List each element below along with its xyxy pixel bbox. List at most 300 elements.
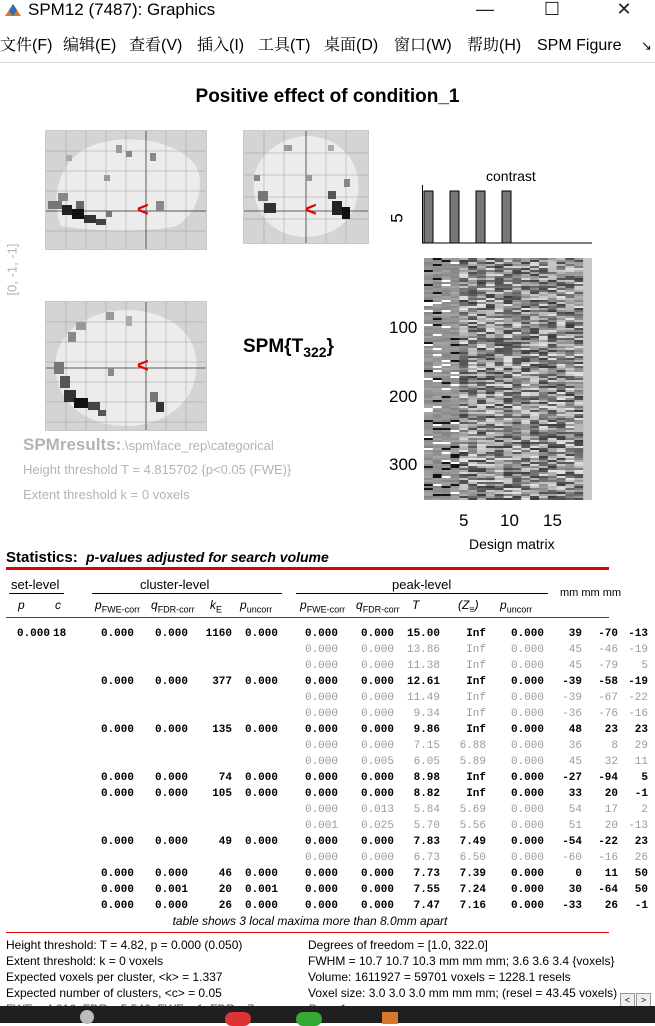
cluster-level-rule [92,593,282,594]
col-peak-z-main: (Z [458,598,470,612]
menu-file[interactable]: 文件(F) [0,37,53,54]
table-cell-x: -54 [562,836,582,848]
table-cell-pk-qfdr: 0.000 [360,676,394,688]
stats-title-label: Statistics: [6,549,78,566]
table-cell-k: 49 [218,836,232,848]
table-cell-pk-pfwe: 0.000 [304,676,338,688]
table-cell-pk-punc: 0.000 [510,676,544,688]
table-cell-z: Inf [466,644,486,656]
table-cell-cl-punc: 0.000 [244,836,278,848]
table-row[interactable] [0,722,655,738]
table-header-rule [6,617,609,618]
col-cluster-qfdr-sub: FDR-corr [157,604,195,615]
table-row[interactable] [0,754,655,770]
table-cell-zc: 50 [634,884,648,896]
table-cell-pk-punc: 0.000 [510,772,544,784]
table-cell-zc: -1 [634,900,648,912]
table-cell-pk-punc: 0.000 [510,884,544,896]
col-peak-z-sub: ≡ [469,604,475,615]
table-cell-z: Inf [466,676,486,688]
table-cell-cl-punc: 0.000 [244,772,278,784]
spm-results-line [23,435,274,455]
table-cell-cl-pfwe: 0.000 [100,724,134,736]
table-cell-pk-pfwe: 0.000 [304,740,338,752]
col-peak-qfdr-main: q [356,598,363,612]
table-row[interactable] [0,818,655,834]
table-cell-x: 36 [568,740,582,752]
table-cell-pk-punc: 0.000 [510,708,544,720]
header-peak-level: peak-level [392,577,452,592]
table-cell-pk-pfwe: 0.000 [304,868,338,880]
prev-page-button[interactable]: < [620,993,635,1007]
footer-height-threshold: Height threshold: T = 4.82, p = 0.000 (0.050) [6,938,243,952]
glass-brain-coronal-image [244,131,368,243]
header-mm: mm mm mm [560,587,622,599]
table-cell-y: 32 [604,756,618,768]
height-threshold-info: Height threshold T = 4.815702 {p<0.05 (FWE)} [23,462,292,477]
table-cell-x: 54 [568,804,582,816]
col-cluster-pfwe-main: p [95,598,102,612]
table-cell-pk-punc: 0.000 [510,740,544,752]
table-cell-cl-punc: 0.000 [244,788,278,800]
menu-insert[interactable]: 插入(I) [197,37,245,54]
menu-desktop[interactable]: 桌面(D) [324,37,379,54]
table-cell-y: -79 [598,660,618,672]
table-cell-pk-pfwe: 0.000 [304,628,338,640]
contrast-bar [502,191,511,243]
table-cell-z: 5.69 [459,804,486,816]
col-cluster-k [210,598,222,614]
table-row[interactable] [0,706,655,722]
table-cell-k: 26 [218,900,232,912]
table-cell-x: 0 [575,868,582,880]
table-cell-z: Inf [466,772,486,784]
footer-volume: Volume: 1611927 = 59701 voxels = 1228.1 resels [308,970,571,984]
table-footnote: table shows 3 local maxima more than 8.0mm apart [172,914,448,928]
table-cell-pk-pfwe: 0.000 [304,724,338,736]
glass-brain-axial[interactable] [45,301,207,431]
spm-stat-close: } [326,336,334,357]
table-cell-cl-punc: 0.000 [244,868,278,880]
table-cell-z: 5.56 [459,820,486,832]
taskbar [0,1006,655,1023]
table-cell-x: -33 [562,900,582,912]
table-cell-pk-pfwe: 0.000 [304,804,338,816]
table-cell-z: Inf [466,660,486,672]
table-cell-x: -36 [562,708,582,720]
results-table-body [0,626,655,916]
table-cell-x: -39 [562,676,582,688]
table-cell-pk-punc: 0.000 [510,756,544,768]
table-cell-x: 48 [568,724,582,736]
footer-voxel-size: Voxel size: 3.0 3.0 3.0 mm mm mm; (resel = 43.45 voxels) [308,986,618,1000]
design-matrix-svg [424,258,592,500]
table-cell-pk-pfwe: 0.000 [304,852,338,864]
footer-expected-voxels: Expected voxels per cluster, <k> = 1.337 [6,970,223,984]
table-cell-pk-pfwe: 0.000 [304,884,338,896]
table-cell-cl-qfdr: 0.000 [154,724,188,736]
table-cell-cl-qfdr: 0.000 [154,868,188,880]
table-cell-pk-qfdr: 0.000 [360,852,394,864]
menu-window[interactable]: 窗口(W) [394,37,452,54]
table-cell-pk-punc: 0.000 [510,628,544,640]
table-cell-pk-punc: 0.000 [510,852,544,864]
table-cell-pk-qfdr: 0.000 [360,868,394,880]
table-row[interactable] [0,626,655,642]
footer-fwhm: FWHM = 10.7 10.7 10.3 mm mm mm; 3.6 3.6 3.4 {voxels} [308,954,615,968]
table-cell-k: 20 [218,884,232,896]
matlab-logo-icon [4,2,22,18]
col-peak-punc-sub: uncorr [506,604,533,615]
table-cell-t: 6.73 [413,852,440,864]
table-cell-pk-pfwe: 0.001 [304,820,338,832]
table-cell-cl-pfwe: 0.000 [100,628,134,640]
table-cell-x: 51 [568,820,582,832]
table-cell-cl-qfdr: 0.000 [154,676,188,688]
col-cluster-qfdr-main: q [151,598,158,612]
minimize-button[interactable]: — [476,0,494,19]
col-peak-t: T [412,598,420,612]
table-cell-zc: -19 [628,676,648,688]
table-row[interactable] [0,690,655,706]
col-peak-punc [500,598,532,614]
contrast-plot[interactable] [422,185,592,245]
col-cluster-qfdr [151,598,195,614]
menu-tools[interactable]: 工具(T) [258,37,311,54]
taskbar-app-icon[interactable] [296,1012,322,1026]
table-bottom-rule [6,932,609,933]
table-cell-cl-punc: 0.000 [244,628,278,640]
table-cell-z: 6.50 [459,852,486,864]
table-cell-y: -46 [598,644,618,656]
design-ytick-200: 200 [389,387,418,406]
table-cell-k: 1160 [205,628,232,640]
extent-threshold-info: Extent threshold k = 0 voxels [23,487,190,502]
sagittal-cursor-arrow: < [137,199,149,221]
table-cell-y: 17 [604,804,618,816]
table-cell-t: 9.86 [413,724,440,736]
table-cell-z: 7.24 [459,884,486,896]
col-cluster-punc-sub: uncorr [246,604,273,615]
table-cell-set-p: 0.000 [16,628,50,640]
col-cluster-pfwe-sub: FWE-corr [101,604,141,615]
table-cell-y: -64 [598,884,618,896]
table-cell-cl-pfwe: 0.000 [100,772,134,784]
table-cell-zc: 23 [634,836,648,848]
glass-brain-sagittal-image [46,131,206,249]
table-cell-pk-pfwe: 0.000 [304,692,338,704]
table-cell-pk-punc: 0.000 [510,804,544,816]
table-cell-x: -27 [562,772,582,784]
table-cell-pk-pfwe: 0.000 [304,708,338,720]
table-cell-pk-punc: 0.000 [510,836,544,848]
table-cell-t: 6.05 [413,756,440,768]
table-cell-pk-qfdr: 0.025 [360,820,394,832]
table-row[interactable] [0,866,655,882]
table-cell-pk-punc: 0.000 [510,660,544,672]
table-cell-k: 377 [212,676,232,688]
table-cell-pk-pfwe: 0.000 [304,788,338,800]
contrast-ytick: 5 [387,213,407,223]
table-cell-zc: 5 [641,772,648,784]
table-cell-y: -22 [598,836,618,848]
table-cell-t: 7.15 [413,740,440,752]
menu-separator [0,62,655,63]
col-peak-punc-main: p [500,598,507,612]
spm-results-path: .\spm\face_rep\categorical [121,438,274,453]
table-row[interactable] [0,786,655,802]
table-cell-z: 6.88 [459,740,486,752]
table-cell-cl-punc: 0.000 [244,900,278,912]
table-cell-pk-qfdr: 0.000 [360,836,394,848]
table-cell-y: -76 [598,708,618,720]
axial-cursor-arrow: < [137,355,149,377]
table-cell-zc: 50 [634,868,648,880]
glass-brain-coronal[interactable] [243,130,369,244]
menu-overflow-icon[interactable]: ↘ [641,38,652,53]
col-peak-z [458,598,479,614]
contrast-title: contrast [486,168,536,184]
table-cell-pk-qfdr: 0.000 [360,788,394,800]
table-cell-cl-punc: 0.000 [244,724,278,736]
table-cell-cl-qfdr: 0.000 [154,836,188,848]
table-cell-z: 7.16 [459,900,486,912]
table-cell-y: 8 [611,740,618,752]
footer-left [6,937,254,1017]
table-cell-zc: 11 [634,756,648,768]
peak-level-rule [296,593,548,594]
table-cell-x: 45 [568,756,582,768]
table-cell-zc: 23 [634,724,648,736]
table-row[interactable] [0,850,655,866]
table-cell-x: 30 [568,884,582,896]
table-cell-x: 45 [568,644,582,656]
table-cell-pk-pfwe: 0.000 [304,900,338,912]
window-title: SPM12 (7487): Graphics [28,0,216,19]
table-cell-z: Inf [466,788,486,800]
table-cell-y: 23 [604,724,618,736]
col-set-p: p [18,598,25,612]
table-cell-t: 12.61 [406,676,440,688]
table-row[interactable] [0,738,655,754]
table-cell-y: -16 [598,852,618,864]
table-row[interactable] [0,674,655,690]
table-cell-zc: 26 [634,852,648,864]
table-cell-t: 11.49 [406,692,440,704]
table-cell-cl-punc: 0.000 [244,676,278,688]
table-cell-z: 5.89 [459,756,486,768]
table-cell-zc: -19 [628,644,648,656]
col-cluster-punc [240,598,272,614]
table-cell-k: 74 [218,772,232,784]
col-set-c: c [55,598,61,612]
table-cell-cl-qfdr: 0.000 [154,788,188,800]
menu-spm-figure[interactable]: SPM Figure [537,37,622,54]
spm-stat-df: 322 [303,343,327,360]
footer-expected-clusters: Expected number of clusters, <c> = 0.05 [6,986,222,1000]
table-cell-pk-qfdr: 0.000 [360,628,394,640]
table-cell-pk-qfdr: 0.000 [360,884,394,896]
table-cell-zc: -1 [634,788,648,800]
table-cell-zc: 29 [634,740,648,752]
table-cell-t: 5.70 [413,820,440,832]
table-cell-z: 7.49 [459,836,486,848]
table-cell-pk-pfwe: 0.000 [304,660,338,672]
cursor-coordinates: [0, -1, -1] [4,243,20,296]
design-matrix[interactable] [424,258,592,500]
contrast-bar [424,191,433,243]
table-cell-cl-pfwe: 0.000 [100,676,134,688]
table-cell-t: 7.73 [413,868,440,880]
table-cell-pk-qfdr: 0.000 [360,724,394,736]
maximize-button[interactable]: ☐ [543,0,561,19]
table-cell-y: 20 [604,820,618,832]
design-xtick-15: 15 [543,511,562,530]
table-cell-pk-punc: 0.000 [510,788,544,800]
table-cell-y: 20 [604,788,618,800]
table-cell-cl-qfdr: 0.001 [154,884,188,896]
design-xtick-5: 5 [459,511,469,530]
table-cell-k: 105 [212,788,232,800]
table-cell-zc: 2 [641,804,648,816]
table-cell-pk-punc: 0.000 [510,692,544,704]
table-row[interactable] [0,882,655,898]
table-cell-z: Inf [466,692,486,704]
menu-edit[interactable]: 编辑(E) [63,37,117,54]
spm-stat-name: SPM{T [243,336,304,357]
footer-extent-threshold: Extent threshold: k = 0 voxels [6,954,164,968]
table-cell-set-c: 18 [53,628,67,640]
table-cell-cl-pfwe: 0.000 [100,788,134,800]
table-cell-t: 11.38 [406,660,440,672]
coronal-cursor-arrow: < [305,199,317,221]
table-cell-y: 26 [604,900,618,912]
table-cell-pk-qfdr: 0.000 [360,692,394,704]
table-row[interactable] [0,834,655,850]
table-cell-zc: -22 [628,692,648,704]
glass-brain-sagittal[interactable] [45,130,207,250]
next-page-button[interactable]: > [636,993,651,1007]
table-cell-pk-qfdr: 0.000 [360,772,394,784]
design-ytick-300: 300 [389,455,418,474]
table-cell-zc: 5 [641,660,648,672]
table-cell-k: 135 [212,724,232,736]
table-cell-pk-pfwe: 0.000 [304,836,338,848]
table-cell-cl-pfwe: 0.000 [100,900,134,912]
taskbar-app-icon[interactable] [80,1010,94,1024]
table-cell-x: 33 [568,788,582,800]
close-button[interactable]: ✕ [616,0,632,19]
table-cell-z: Inf [466,628,486,640]
table-cell-y: -70 [598,628,618,640]
spm-statistic-label [243,336,334,360]
footer-right [308,937,617,1017]
footer-dof: Degrees of freedom = [1.0, 322.0] [308,938,488,952]
table-row[interactable] [0,658,655,674]
table-cell-pk-qfdr: 0.000 [360,708,394,720]
taskbar-matlab-icon[interactable] [382,1012,398,1024]
design-xtick-10: 10 [500,511,519,530]
table-cell-pk-qfdr: 0.000 [360,644,394,656]
col-cluster-k-main: k [210,598,216,612]
table-cell-zc: -13 [628,628,648,640]
table-row[interactable] [0,802,655,818]
table-row[interactable] [0,642,655,658]
table-row[interactable] [0,770,655,786]
table-cell-cl-qfdr: 0.000 [154,628,188,640]
table-cell-t: 8.82 [413,788,440,800]
table-cell-t: 7.83 [413,836,440,848]
table-cell-t: 15.00 [406,628,440,640]
set-level-rule [9,593,64,594]
stats-title [6,549,329,566]
table-cell-x: -39 [562,692,582,704]
table-cell-t: 7.55 [413,884,440,896]
design-ytick-100: 100 [389,318,418,337]
table-cell-cl-qfdr: 0.000 [154,772,188,784]
table-cell-pk-pfwe: 0.000 [304,772,338,784]
table-cell-t: 13.86 [406,644,440,656]
table-cell-cl-pfwe: 0.000 [100,868,134,880]
table-row[interactable] [0,898,655,914]
glass-brain-axial-image [46,302,206,430]
header-cluster-level: cluster-level [140,577,210,592]
table-cell-pk-punc: 0.000 [510,900,544,912]
table-cell-y: -67 [598,692,618,704]
table-cell-pk-punc: 0.000 [510,724,544,736]
table-cell-x: 45 [568,660,582,672]
col-peak-qfdr [356,598,400,614]
contrast-bar [450,191,459,243]
table-cell-pk-punc: 0.000 [510,820,544,832]
table-cell-pk-pfwe: 0.000 [304,644,338,656]
contrast-bar [476,191,485,243]
col-cluster-k-sub: E [216,604,223,615]
table-cell-pk-qfdr: 0.005 [360,756,394,768]
table-cell-z: 7.39 [459,868,486,880]
table-cell-t: 7.47 [413,900,440,912]
table-cell-x: 39 [568,628,582,640]
menu-bar [0,33,655,59]
table-cell-z: Inf [466,708,486,720]
table-cell-cl-pfwe: 0.000 [100,836,134,848]
menu-view[interactable]: 查看(V) [129,37,183,54]
menu-help[interactable]: 帮助(H) [467,37,522,54]
table-cell-t: 8.98 [413,772,440,784]
table-cell-x: -60 [562,852,582,864]
contrast-plot-svg [422,185,592,245]
table-cell-zc: -13 [628,820,648,832]
table-top-rule [6,567,609,570]
col-peak-pfwe-sub: FWE-corr [306,604,346,615]
table-cell-k: 46 [218,868,232,880]
spm-results-label: SPMresults: [23,435,122,454]
col-cluster-punc-main: p [240,598,247,612]
design-matrix-label: Design matrix [469,536,555,552]
table-cell-t: 5.84 [413,804,440,816]
table-cell-pk-pfwe: 0.000 [304,756,338,768]
taskbar-app-icon[interactable] [225,1012,251,1026]
table-cell-cl-pfwe: 0.000 [100,884,134,896]
table-cell-pk-qfdr: 0.000 [360,660,394,672]
table-cell-cl-punc: 0.001 [244,884,278,896]
table-cell-zc: -16 [628,708,648,720]
col-peak-pfwe [300,598,345,614]
window-titlebar [0,0,655,24]
stats-title-subtitle: p-values adjusted for search volume [86,549,329,565]
header-set-level: set-level [11,577,60,592]
table-cell-y: -58 [598,676,618,688]
